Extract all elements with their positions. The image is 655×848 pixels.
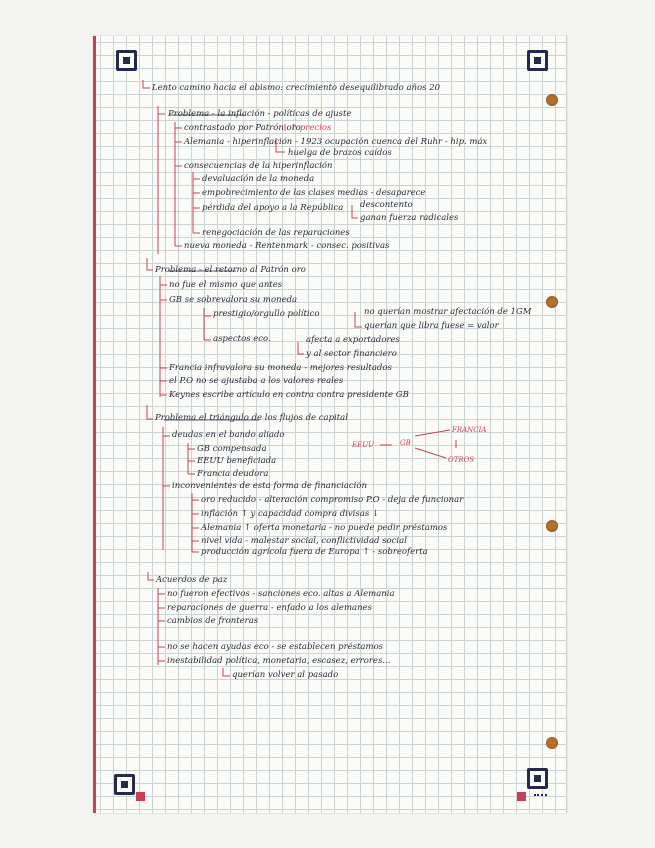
section-heading: Problema - el retorno al Patrón oro	[155, 265, 306, 275]
note-line: GB se sobrevalora su moneda	[169, 295, 298, 305]
note-line: no querían mostrar afectación de 1GM	[364, 307, 532, 317]
note-line: empobrecimiento de las clases medias - desaparece	[202, 188, 426, 198]
note-line: Francia infravalora su moneda - mejores resultados	[169, 363, 392, 373]
note-line: querían volver al pasado	[232, 670, 339, 680]
note-line: consecuencias de la hiperinflación	[184, 161, 333, 171]
note-line: Alemania ↑ oferta monetaria - no puede pedir préstamos	[201, 523, 448, 533]
note-line: querían que libra fuese = valor	[364, 321, 499, 331]
note-line: aspectos eco.	[213, 334, 271, 344]
note-line: inflación ↑ y capacidad compra divisas ↓	[201, 509, 380, 519]
diagram-node: OTROS	[448, 456, 475, 464]
note-line: contrastado por Patrón oro	[184, 123, 301, 133]
note-line: devaluación de la moneda	[202, 174, 315, 184]
note-line: GB compensada	[197, 444, 267, 454]
note-line: inconvenientes de esta forma de financiación	[172, 481, 367, 491]
note-line: no fue el mismo que antes	[169, 280, 283, 290]
diagram-node: EEUU	[352, 441, 375, 449]
note-line: Alemania - hiperinflación - 1923 ocupación cuenca del Ruhr - hip. máx	[184, 137, 488, 147]
note-line: deudas en el bando aliado	[172, 430, 285, 440]
note-line: producción agrícola fuera de Europa ↑ - sobreoferta	[201, 547, 428, 557]
note-line: oro reducido - alteración compromiso P.O - deja de funcionar	[201, 495, 464, 505]
note-line: nueva moneda - Rentenmark - consec. positivas	[184, 241, 390, 251]
note-line: inestabilidad política, monetaria, escasez, errores...	[167, 656, 391, 666]
note-line: reparaciones de guerra - enfado a los alemanes	[167, 603, 372, 613]
note-line: ganan fuerza radicales	[360, 213, 459, 223]
note-line: Francia deudora	[197, 469, 269, 479]
note-line: Keynes escribe artículo en contra contra presidente GB	[169, 390, 409, 400]
note-line: prestigio/orgullo político	[213, 309, 320, 319]
section-heading: Problema el triángulo de los flujos de capital	[155, 413, 348, 423]
note-line: cambios de fronteras	[167, 616, 259, 626]
note-line: no fueron efectivos - sanciones eco. altas a Alemania	[167, 589, 395, 599]
note-line: y al sector financiero	[306, 349, 397, 359]
note-line: pérdida del apoyo a la República	[202, 203, 344, 213]
note-line: nivel vida - malestar social, conflictividad social	[201, 536, 407, 546]
note-line: afecta a exportadores	[306, 335, 400, 345]
section-heading: Acuerdos de paz	[156, 575, 228, 585]
note-line: no se hacen ayudas eco - se establecen préstamos	[167, 642, 384, 652]
note-line: EEUU beneficiada	[197, 456, 277, 466]
section-heading: Problema - la inflación - políticas de ajuste	[168, 109, 352, 119]
note-line: descontento	[360, 200, 413, 210]
diagram-node: FRANCIA	[452, 426, 487, 434]
note-line: renegociación de las reparaciones	[202, 228, 350, 238]
page-title: Lento camino hacia el abismo: crecimiento desequilibrado años 20	[152, 83, 441, 93]
note-line: ↑ precios	[290, 123, 332, 133]
note-line: huelga de brazos caídos	[288, 148, 392, 158]
note-line: el P.O no se ajustaba a los valores reales	[169, 376, 344, 386]
diagram-node: GB	[400, 439, 411, 447]
